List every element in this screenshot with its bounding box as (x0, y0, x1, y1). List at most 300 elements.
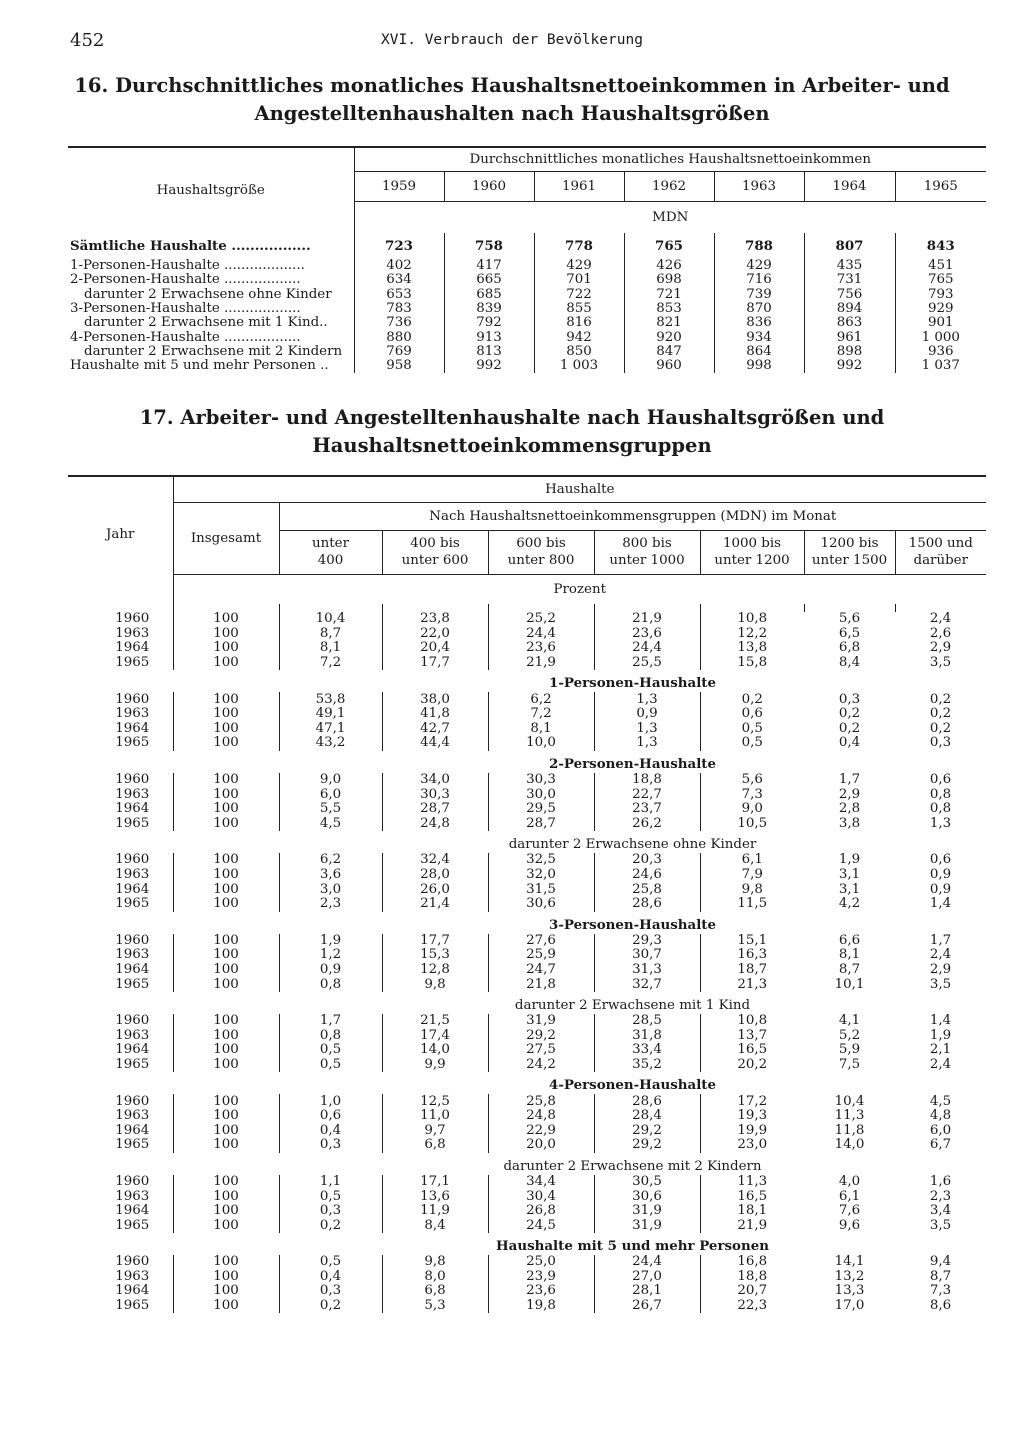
table17-row (68, 1058, 986, 1073)
table16-value-cell: 839 (444, 302, 534, 316)
table17-value-cell: 23,0 (700, 1138, 804, 1153)
table17-income-group-line: 400 bis (410, 536, 460, 551)
table17-value-cell: 30,6 (594, 1189, 700, 1204)
table17-value-cell: 6,6 (838, 932, 861, 948)
table17-value-cell: 23,6 (488, 641, 594, 656)
table17-value-cell: 8,7 (279, 627, 382, 642)
table17-value-cell: 1,0 (279, 1094, 382, 1109)
table17-value-cell: 27,0 (594, 1270, 700, 1285)
table17-value-cell: 6,8 (382, 1284, 488, 1299)
table17-value-cell: 22,0 (382, 627, 488, 642)
table17-value-cell: 24,2 (488, 1058, 594, 1073)
table17-total-cell: 100 (173, 1284, 279, 1299)
table17-value-cell: 29,2 (594, 1138, 700, 1153)
table17-income-group-line: unter 800 (507, 553, 575, 568)
table17-section-title: darunter 2 Erwachsene ohne Kinder (508, 837, 757, 853)
table17-value-cell: 5,3 (382, 1299, 488, 1314)
table16-value-cell: 913 (444, 330, 534, 344)
spacer-cell (68, 670, 173, 692)
table17-value-cell: 25,5 (594, 656, 700, 671)
table16-value-cell: 992 (444, 359, 534, 373)
table17-row (68, 1255, 986, 1270)
table16-header (68, 147, 986, 233)
table16-value-cell: 855 (534, 302, 624, 316)
table16-value-cell: 920 (624, 330, 714, 344)
table17-value-cell: 9,7 (382, 1123, 488, 1138)
table17-value-cell: 0,4 (279, 1123, 382, 1138)
table17-value-cell: 1,3 (594, 736, 700, 751)
table17-income-group-header (382, 530, 488, 574)
table17-value-cell: 24,8 (382, 817, 488, 832)
table17-value-cell: 1,4 (929, 1013, 952, 1029)
table17-total-cell: 100 (173, 934, 279, 949)
table17-value-cell: 17,1 (382, 1175, 488, 1190)
table17-value-cell: 0,6 (929, 852, 952, 868)
table17-value-cell: 6,8 (838, 640, 861, 656)
table16-value-cell: 701 (534, 273, 624, 287)
table17-year-cell: 1960 (115, 1173, 150, 1189)
table17-value-cell: 29,2 (488, 1028, 594, 1043)
table17-value-cell: 31,8 (594, 1028, 700, 1043)
table17-value-cell: 7,2 (279, 656, 382, 671)
table17-value-cell: 7,2 (488, 707, 594, 722)
table17-value-cell: 11,9 (382, 1204, 488, 1219)
table17-section-header-row (68, 751, 986, 773)
table17-year-cell: 1963 (115, 625, 150, 641)
table17-value-cell: 13,8 (700, 641, 804, 656)
table16-row-label: darunter 2 Erwachsene mit 1 Kind.. (84, 316, 328, 331)
table16-row-label: Sämtliche Haushalte ................. (70, 239, 311, 254)
table17-row (68, 1218, 986, 1233)
table17-value-cell: 24,5 (488, 1218, 594, 1233)
table17-value-cell: 23,6 (488, 1284, 594, 1299)
table16-stub-header: Haushaltsgröße (156, 183, 265, 198)
table17-value-cell: 49,1 (279, 707, 382, 722)
table17-value-cell: 0,2 (279, 1299, 382, 1314)
table17-income-group-header (895, 530, 986, 574)
table16-value-cell: 783 (354, 302, 444, 316)
table16-value-cell: 870 (714, 302, 804, 316)
table17-value-cell: 1,3 (594, 722, 700, 737)
table16-value-cell: 731 (804, 273, 895, 287)
table17-value-cell: 1,1 (279, 1175, 382, 1190)
table16-value-cell: 821 (624, 316, 714, 330)
table17-row (68, 934, 986, 949)
table16-value-cell: 836 (714, 316, 804, 330)
table17-value-cell: 19,8 (488, 1299, 594, 1314)
table17-value-cell: 30,6 (488, 897, 594, 912)
table17-value-cell: 0,2 (929, 720, 952, 736)
table17-value-cell: 22,9 (488, 1123, 594, 1138)
table16-value-cell: 894 (804, 302, 895, 316)
table16-value-cell: 863 (804, 316, 895, 330)
table17-value-cell: 32,7 (594, 977, 700, 992)
table17-row (68, 656, 986, 671)
table17-value-cell: 0,8 (929, 801, 952, 817)
table17-value-cell: 27,6 (488, 934, 594, 949)
table17-value-cell: 0,2 (929, 691, 952, 707)
table17-row (68, 1138, 986, 1153)
table17-value-cell: 0,2 (838, 706, 861, 722)
table16-value-cell: 813 (444, 345, 534, 359)
table17-group-header: Haushalte (173, 476, 986, 502)
table17-value-cell: 2,3 (929, 1188, 952, 1204)
table17-value-cell: 0,4 (838, 735, 861, 751)
table17-year-cell: 1960 (115, 1013, 150, 1029)
table17-value-cell: 0,5 (279, 1043, 382, 1058)
table17-row (68, 868, 986, 883)
table17-value-cell: 30,7 (594, 948, 700, 963)
table17-title-line1: 17. Arbeiter- und Angestelltenhaushalte nach Haushaltsgrößen und (139, 406, 885, 429)
table17-value-cell: 8,7 (838, 961, 861, 977)
table17-row (68, 802, 986, 817)
table17-value-cell: 20,7 (700, 1284, 804, 1299)
table17-total-cell: 100 (173, 1175, 279, 1190)
table17-value-cell: 30,3 (382, 787, 488, 802)
table17-value-cell: 9,8 (700, 882, 804, 897)
table17-value-cell: 23,8 (382, 612, 488, 627)
table17-value-cell: 2,9 (929, 640, 952, 656)
table17-value-cell: 17,2 (700, 1094, 804, 1109)
table17-value-cell: 8,1 (838, 947, 861, 963)
table17-value-cell: 2,9 (929, 961, 952, 977)
spacer-cell (68, 912, 173, 934)
table17-value-cell: 6,0 (929, 1122, 952, 1138)
table17-value-cell: 0,3 (838, 691, 861, 707)
table16-value-cell: 961 (804, 330, 895, 344)
table17-year-cell: 1960 (115, 1254, 150, 1270)
table17-value-cell: 28,0 (382, 868, 488, 883)
table17-year-cell: 1960 (115, 1093, 150, 1109)
spacer-cell (68, 1072, 173, 1094)
table17-value-cell: 0,4 (279, 1270, 382, 1285)
table17-total-cell: 100 (173, 1189, 279, 1204)
table17-value-cell: 2,8 (838, 801, 861, 817)
table17-income-group-line: 600 bis (516, 536, 566, 551)
table16-value-cell: 898 (804, 345, 895, 359)
table17-total-cell: 100 (173, 868, 279, 883)
spacer-cell (173, 1153, 279, 1175)
table17-value-cell: 20,0 (488, 1138, 594, 1153)
table17-total-cell: 100 (173, 692, 279, 707)
table17-value-cell: 0,6 (929, 772, 952, 788)
table17-value-cell: 47,1 (279, 722, 382, 737)
table17-value-cell: 20,4 (382, 641, 488, 656)
table17-value-cell: 1,7 (929, 932, 952, 948)
table17-income-group-header (279, 530, 382, 574)
spacer-cell (68, 1233, 173, 1255)
table17-value-cell: 7,6 (838, 1203, 861, 1219)
table17-value-cell: 29,2 (594, 1123, 700, 1138)
table17-income-group-line: darüber (913, 553, 968, 568)
table17-income-group-line: unter 1000 (609, 553, 685, 568)
table16-value-cell: 429 (714, 259, 804, 273)
table17-row (68, 1189, 986, 1204)
spacer-cell (173, 912, 279, 934)
table17-value-cell: 41,8 (382, 707, 488, 722)
table17-total-cell: 100 (173, 736, 279, 751)
table17-value-cell: 8,6 (929, 1298, 952, 1314)
table16-value-cell: 1 000 (895, 330, 986, 344)
table17-total-cell: 100 (173, 722, 279, 737)
table17-total-cell: 100 (173, 817, 279, 832)
table17-value-cell: 0,2 (279, 1218, 382, 1233)
table17-row (68, 977, 986, 992)
table17-value-cell: 0,5 (279, 1189, 382, 1204)
table17-value-cell: 14,1 (834, 1254, 865, 1270)
table17-value-cell: 6,1 (838, 1188, 861, 1204)
table17-value-cell: 9,0 (279, 773, 382, 788)
table17-value-cell: 18,1 (700, 1204, 804, 1219)
table17-value-cell: 17,4 (382, 1028, 488, 1043)
spacer-cell (68, 751, 173, 773)
table17-value-cell: 7,5 (838, 1056, 861, 1072)
table17-value-cell: 2,3 (279, 897, 382, 912)
table17-section-title: 3-Personen-Haushalte (549, 916, 716, 933)
table17-value-cell: 0,9 (929, 881, 952, 897)
table17-year-cell: 1964 (115, 1122, 150, 1138)
table16-value-cell: 1 003 (534, 359, 624, 373)
table17-total-cell: 100 (173, 1218, 279, 1233)
table17-value-cell: 0,2 (838, 720, 861, 736)
table16-row (68, 259, 986, 273)
table17-year-cell: 1964 (115, 1283, 150, 1299)
table17-value-cell: 25,8 (488, 1094, 594, 1109)
table17-total-cell: 100 (173, 1028, 279, 1043)
table17-row (68, 1175, 986, 1190)
table17-section-header-row (68, 912, 986, 934)
table17-income-group-line: 1000 bis (722, 536, 782, 551)
table17-value-cell: 16,5 (700, 1043, 804, 1058)
table17-value-cell: 0,2 (700, 692, 804, 707)
table16-value-cell: 429 (534, 259, 624, 273)
table16-value-cell: 793 (895, 288, 986, 302)
table17-value-cell: 9,6 (838, 1217, 861, 1233)
table17-year-cell: 1964 (115, 1042, 150, 1058)
table17-value-cell: 28,6 (594, 897, 700, 912)
table17-value-cell: 2,4 (929, 947, 952, 963)
table17-value-cell: 8,1 (488, 722, 594, 737)
table17-value-cell: 4,0 (838, 1173, 861, 1189)
table16-value-cell: 960 (624, 359, 714, 373)
table16-value-cell: 769 (354, 345, 444, 359)
table17-value-cell: 6,0 (279, 787, 382, 802)
table16-value-cell: 929 (895, 302, 986, 316)
table17-value-cell: 3,6 (279, 868, 382, 883)
table17-title (0, 404, 1024, 460)
table17-year-cell: 1960 (115, 691, 150, 707)
table17-value-cell: 18,8 (700, 1270, 804, 1285)
table17-value-cell: 0,9 (929, 867, 952, 883)
table16-row (68, 239, 986, 259)
table17-value-cell: 21,9 (700, 1218, 804, 1233)
table17-value-cell: 17,0 (834, 1298, 865, 1314)
table17-value-cell: 1,9 (838, 852, 861, 868)
table17-value-cell: 0,5 (700, 722, 804, 737)
table17-value-cell: 1,2 (279, 948, 382, 963)
table16-value-cell: 756 (804, 288, 895, 302)
table17-value-cell: 32,0 (488, 868, 594, 883)
table16-year-header: 1964 (804, 171, 895, 201)
table17-value-cell: 12,5 (382, 1094, 488, 1109)
table17-value-cell: 24,4 (594, 641, 700, 656)
table17-value-cell: 25,0 (488, 1255, 594, 1270)
table16-row (68, 288, 986, 302)
table17-value-cell: 6,8 (382, 1138, 488, 1153)
table16-body (68, 233, 986, 373)
table17-value-cell: 34,4 (488, 1175, 594, 1190)
table16-row-label: darunter 2 Erwachsene ohne Kinder (84, 287, 332, 302)
table17-value-cell: 0,8 (279, 977, 382, 992)
table17-value-cell: 18,8 (594, 773, 700, 788)
table17-value-cell: 6,5 (838, 625, 861, 641)
table17-value-cell: 14,0 (834, 1137, 865, 1153)
table17-total-cell: 100 (173, 773, 279, 788)
table17-value-cell: 28,6 (594, 1094, 700, 1109)
table17-value-cell: 9,9 (382, 1058, 488, 1073)
table17-value-cell: 0,9 (594, 707, 700, 722)
table17-value-cell: 4,5 (279, 817, 382, 832)
table17-value-cell: 24,4 (488, 627, 594, 642)
table17-value-cell: 24,7 (488, 963, 594, 978)
table16-value-cell: 665 (444, 273, 534, 287)
table16-value-cell: 417 (444, 259, 534, 273)
table17-value-cell: 9,8 (382, 977, 488, 992)
table17-value-cell: 29,5 (488, 802, 594, 817)
table17-value-cell: 4,5 (929, 1093, 952, 1109)
table17-value-cell: 0,3 (279, 1284, 382, 1299)
table17-income-group-header (488, 530, 594, 574)
spacer-cell (173, 1072, 279, 1094)
table17-total-cell: 100 (173, 656, 279, 671)
table17-value-cell: 5,6 (838, 611, 861, 627)
table17-income-group-header (804, 530, 895, 574)
table16-value-cell: 435 (804, 259, 895, 273)
table16-value-cell: 850 (534, 345, 624, 359)
table17-year-cell: 1964 (115, 961, 150, 977)
table17-value-cell: 27,5 (488, 1043, 594, 1058)
table16-value-cell: 723 (354, 239, 444, 259)
table17-value-cell: 28,7 (488, 817, 594, 832)
table17-value-cell: 1,7 (279, 1014, 382, 1029)
table17-value-cell: 11,0 (382, 1109, 488, 1124)
table17-year-cell: 1965 (115, 896, 150, 912)
table17-value-cell: 17,7 (382, 656, 488, 671)
table17-value-cell: 7,9 (700, 868, 804, 883)
table16-value-cell: 998 (714, 359, 804, 373)
table17-total-cell: 100 (173, 627, 279, 642)
table16-row (68, 359, 986, 373)
table17-total-cell: 100 (173, 802, 279, 817)
spacer-cell (68, 992, 173, 1014)
table17-value-cell: 5,6 (700, 773, 804, 788)
table17-total-cell: 100 (173, 641, 279, 656)
table17-value-cell: 17,7 (382, 934, 488, 949)
table17-row (68, 773, 986, 788)
table17-row (68, 948, 986, 963)
table17-row (68, 897, 986, 912)
table17-value-cell: 9,4 (929, 1254, 952, 1270)
table17-body (68, 604, 986, 1313)
table17-total-cell: 100 (173, 707, 279, 722)
table17-income-group-line: 800 bis (622, 536, 672, 551)
table16-value-cell: 992 (804, 359, 895, 373)
table17-value-cell: 11,3 (700, 1175, 804, 1190)
table16-row-label: 3-Personen-Haushalte .................. (70, 301, 301, 317)
table17-value-cell: 26,7 (594, 1299, 700, 1314)
table17-value-cell: 0,5 (279, 1058, 382, 1073)
table17-row (68, 853, 986, 868)
table16 (68, 146, 986, 373)
table17-section-header-row (68, 1153, 986, 1175)
table17-value-cell: 10,4 (834, 1093, 865, 1109)
table17-value-cell: 21,3 (700, 977, 804, 992)
table17-value-cell: 22,3 (700, 1299, 804, 1314)
table16-unit: MDN (354, 201, 986, 233)
table16-row-label: 1-Personen-Haushalte ................... (70, 259, 305, 274)
spacer-cell (173, 831, 279, 853)
table17-year-cell: 1963 (115, 786, 150, 802)
spacer-cell (173, 751, 279, 773)
spacer-cell (173, 670, 279, 692)
table17-year-header: Jahr (106, 527, 135, 542)
table16-value-cell: 736 (354, 316, 444, 330)
table16-year-header: 1965 (895, 171, 986, 201)
table17-value-cell: 30,0 (488, 787, 594, 802)
table16-value-cell: 864 (714, 345, 804, 359)
table17-value-cell: 0,5 (279, 1255, 382, 1270)
table16-row (68, 330, 986, 344)
table17-value-cell: 28,7 (382, 802, 488, 817)
table17-year-cell: 1965 (115, 1217, 150, 1233)
table17-value-cell: 1,6 (929, 1173, 952, 1189)
table16-value-cell: 758 (444, 239, 534, 259)
table17-income-group-line: 1500 und (908, 536, 973, 551)
table17-income-group-line: unter 1200 (714, 553, 790, 568)
table17-value-cell: 16,3 (700, 948, 804, 963)
table17-row (68, 1270, 986, 1285)
table17-section-title: 2-Personen-Haushalte (549, 755, 716, 772)
table16-value-cell: 788 (714, 239, 804, 259)
table17-income-group-line: 400 (317, 553, 344, 568)
table17-total-cell: 100 (173, 897, 279, 912)
table17-value-cell: 9,0 (700, 802, 804, 817)
table17-value-cell: 21,5 (382, 1014, 488, 1029)
table17-value-cell: 2,4 (929, 1056, 952, 1072)
table17-value-cell: 0,5 (700, 736, 804, 751)
table17-value-cell: 6,7 (929, 1137, 952, 1153)
table17-income-group-header (594, 530, 700, 574)
table17-value-cell: 28,1 (594, 1284, 700, 1299)
table17-value-cell: 0,6 (279, 1109, 382, 1124)
table16-year-header: 1961 (534, 171, 624, 201)
table17-year-cell: 1964 (115, 720, 150, 736)
table17-year-cell: 1965 (115, 976, 150, 992)
table17-value-cell: 24,4 (594, 1255, 700, 1270)
table17-year-cell: 1960 (115, 772, 150, 788)
table17-value-cell: 18,7 (700, 963, 804, 978)
table17-value-cell: 8,1 (279, 641, 382, 656)
table17-row (68, 1028, 986, 1043)
table17-value-cell: 10,0 (488, 736, 594, 751)
table17-row (68, 1109, 986, 1124)
table17-value-cell: 1,7 (838, 772, 861, 788)
table17-header (68, 476, 986, 604)
table17-year-cell: 1963 (115, 706, 150, 722)
running-head: XVI. Verbrauch der Bevölkerung (381, 32, 643, 48)
spacer-cell (173, 992, 279, 1014)
table17-year-cell: 1965 (115, 655, 150, 671)
